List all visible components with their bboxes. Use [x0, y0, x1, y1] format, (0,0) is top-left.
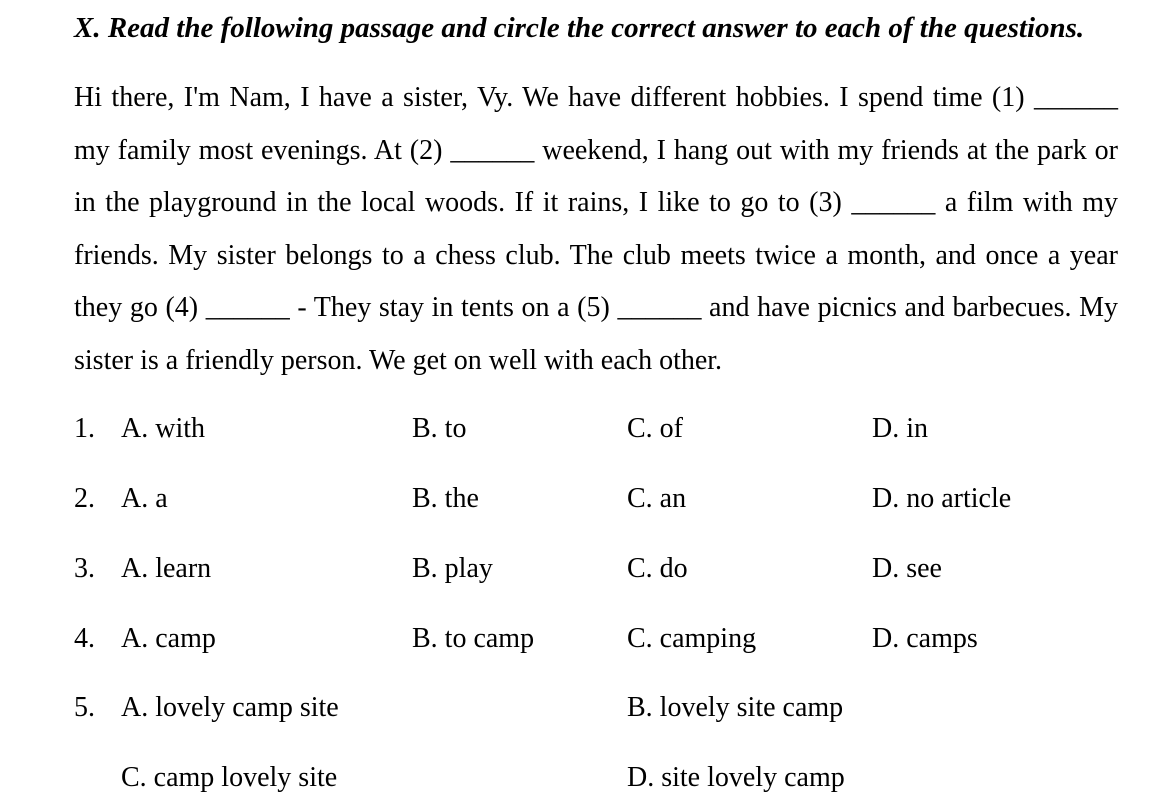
question-row-continued	[74, 758, 1134, 798]
option-a[interactable]: A. lovely camp site	[121, 692, 339, 723]
question-row	[74, 619, 1134, 659]
question-number: 4.	[74, 623, 95, 654]
option-b[interactable]: B. to	[412, 413, 467, 444]
option-d[interactable]: D. site lovely camp	[627, 762, 845, 793]
question-number: 5.	[74, 692, 95, 723]
option-c[interactable]: C. camp lovely site	[121, 762, 338, 793]
question-row	[74, 479, 1134, 519]
question-row	[74, 409, 1134, 449]
question-number: 1.	[74, 413, 95, 444]
question-row	[74, 549, 1134, 589]
option-a[interactable]: A. with	[121, 413, 205, 444]
option-b[interactable]: B. lovely site camp	[627, 692, 844, 723]
option-d[interactable]: D. no article	[872, 483, 1012, 514]
option-c[interactable]: C. do	[627, 553, 688, 584]
option-a[interactable]: A. learn	[121, 553, 212, 584]
option-b[interactable]: B. the	[412, 483, 479, 514]
option-c[interactable]: C. of	[627, 413, 683, 444]
exercise-heading: X. Read the following passage and circle the correct answer to each of the questions.	[74, 12, 1085, 44]
reading-passage: Hi there, I'm Nam, I have a sister, Vy. We have different hobbies. I spend time (1) ______ my family most evenings. At (2) ______ weekend, I hang out with my friends at the park or in the playground in the local woods. If it rains, I like to go to (3) ______ a film with my friends. My sister belongs to a chess club. The club meets twice a month, and once a year they go (4) ______ - They stay in tents on a (5) ______ and have picnics and barbecues. My sister is a friendly person. We get on well with each other.	[74, 82, 1118, 376]
option-b[interactable]: B. to camp	[412, 623, 535, 654]
option-b[interactable]: B. play	[412, 553, 493, 584]
option-d[interactable]: D. in	[872, 413, 928, 444]
option-d[interactable]: D. camps	[872, 623, 978, 654]
question-number: 3.	[74, 553, 95, 584]
option-d[interactable]: D. see	[872, 553, 942, 584]
option-c[interactable]: C. an	[627, 483, 687, 514]
option-a[interactable]: A. a	[121, 483, 168, 514]
option-a[interactable]: A. camp	[121, 623, 216, 654]
question-row	[74, 688, 1134, 728]
question-number: 2.	[74, 483, 95, 514]
option-c[interactable]: C. camping	[627, 623, 757, 654]
